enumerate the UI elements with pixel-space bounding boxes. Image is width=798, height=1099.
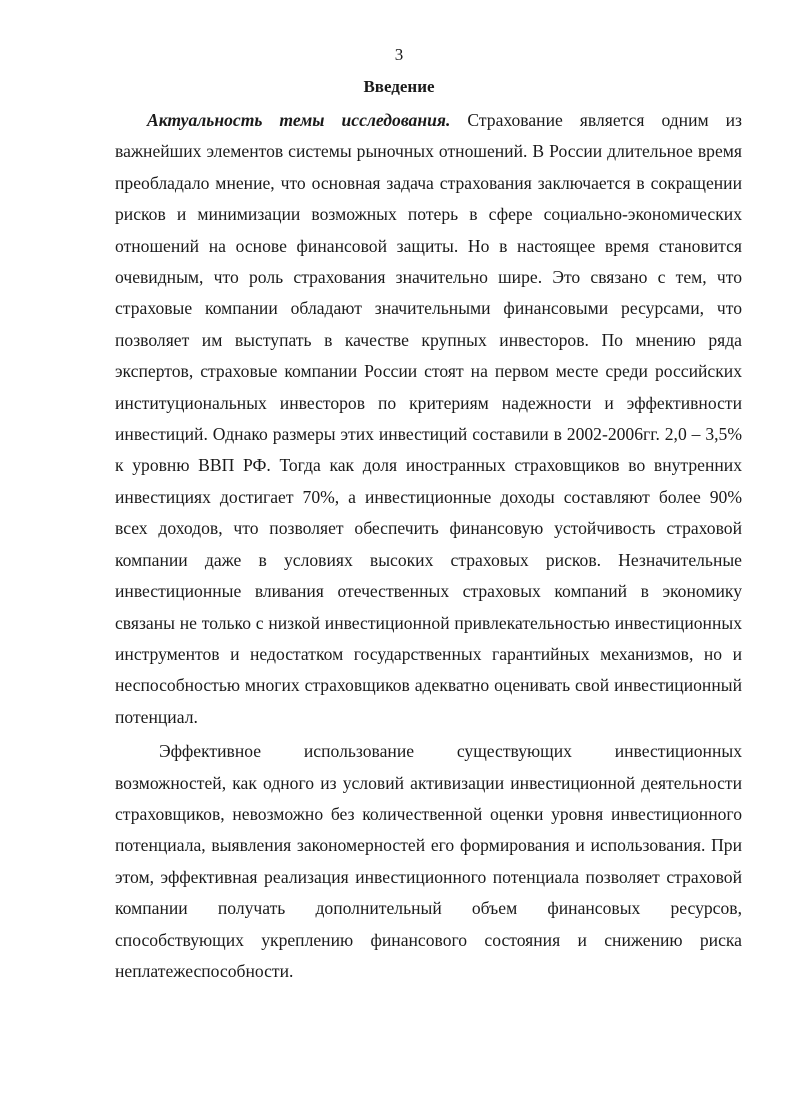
- paragraph-2: Эффективное использование существующих инвестиционных возможностей, как одного из условий активизации инвестиционной деятельности страховщиков, невозможно без количественной оценки уровня инвестиционного потенциала, выявления закономерностей его формирования и использования. При этом, эффективная реализация инвестиционного потенциала позволяет страховой компании получать дополнительный объем финансовых ресурсов, способствующих укреплению финансового состояния и снижению риска неплатежеспособности.: [115, 741, 742, 981]
- paragraph-1-text: Страхование является одним из важнейших элементов системы рыночных отношений. В России длительное время преобладало мнение, что основная задача страхования заключается в сокращении рисков и минимизации возможных потерь в сфере социально-экономических отношений на основе финансовой защиты. Но в настоящее время становится очевидным, что роль страхования значительно шире. Это связано с тем, что страховые компании обладают значительными финансовыми ресурсами, что позволяет им выступать в качестве крупных инвесторов. По мнению ряда экспертов, страховые компании России стоят на первом месте среди российских институциональных инвесторов по критериям надежности и эффективности инвестиций. Однако размеры этих инвестиций составили в 2002-2006гг. 2,0 – 3,5% к уровню ВВП РФ. Тогда как доля иностранных страховщиков во внутренних инвестициях достигает 70%, а инвестиционные доходы составляют более 90% всех доходов, что позволяет обеспечить финансовую устойчивость страховой компании даже в условиях высоких страховых рисков. Незначительные инвестиционные вливания отечественных страховых компаний в экономику связаны не только с низкой инвестиционной привлекательностью инвестиционных инструментов и недостатком государственных гарантийных механизмов, но и неспособностью многих страховщиков адекватно оценивать свой инвестиционный потенциал.: [115, 110, 742, 727]
- paragraph-lead: Актуальность темы исследования.: [147, 110, 451, 130]
- document-body: [115, 105, 742, 987]
- section-heading: Введение: [363, 77, 435, 96]
- page-number: 3: [394, 45, 404, 64]
- paragraph-1: [115, 105, 742, 733]
